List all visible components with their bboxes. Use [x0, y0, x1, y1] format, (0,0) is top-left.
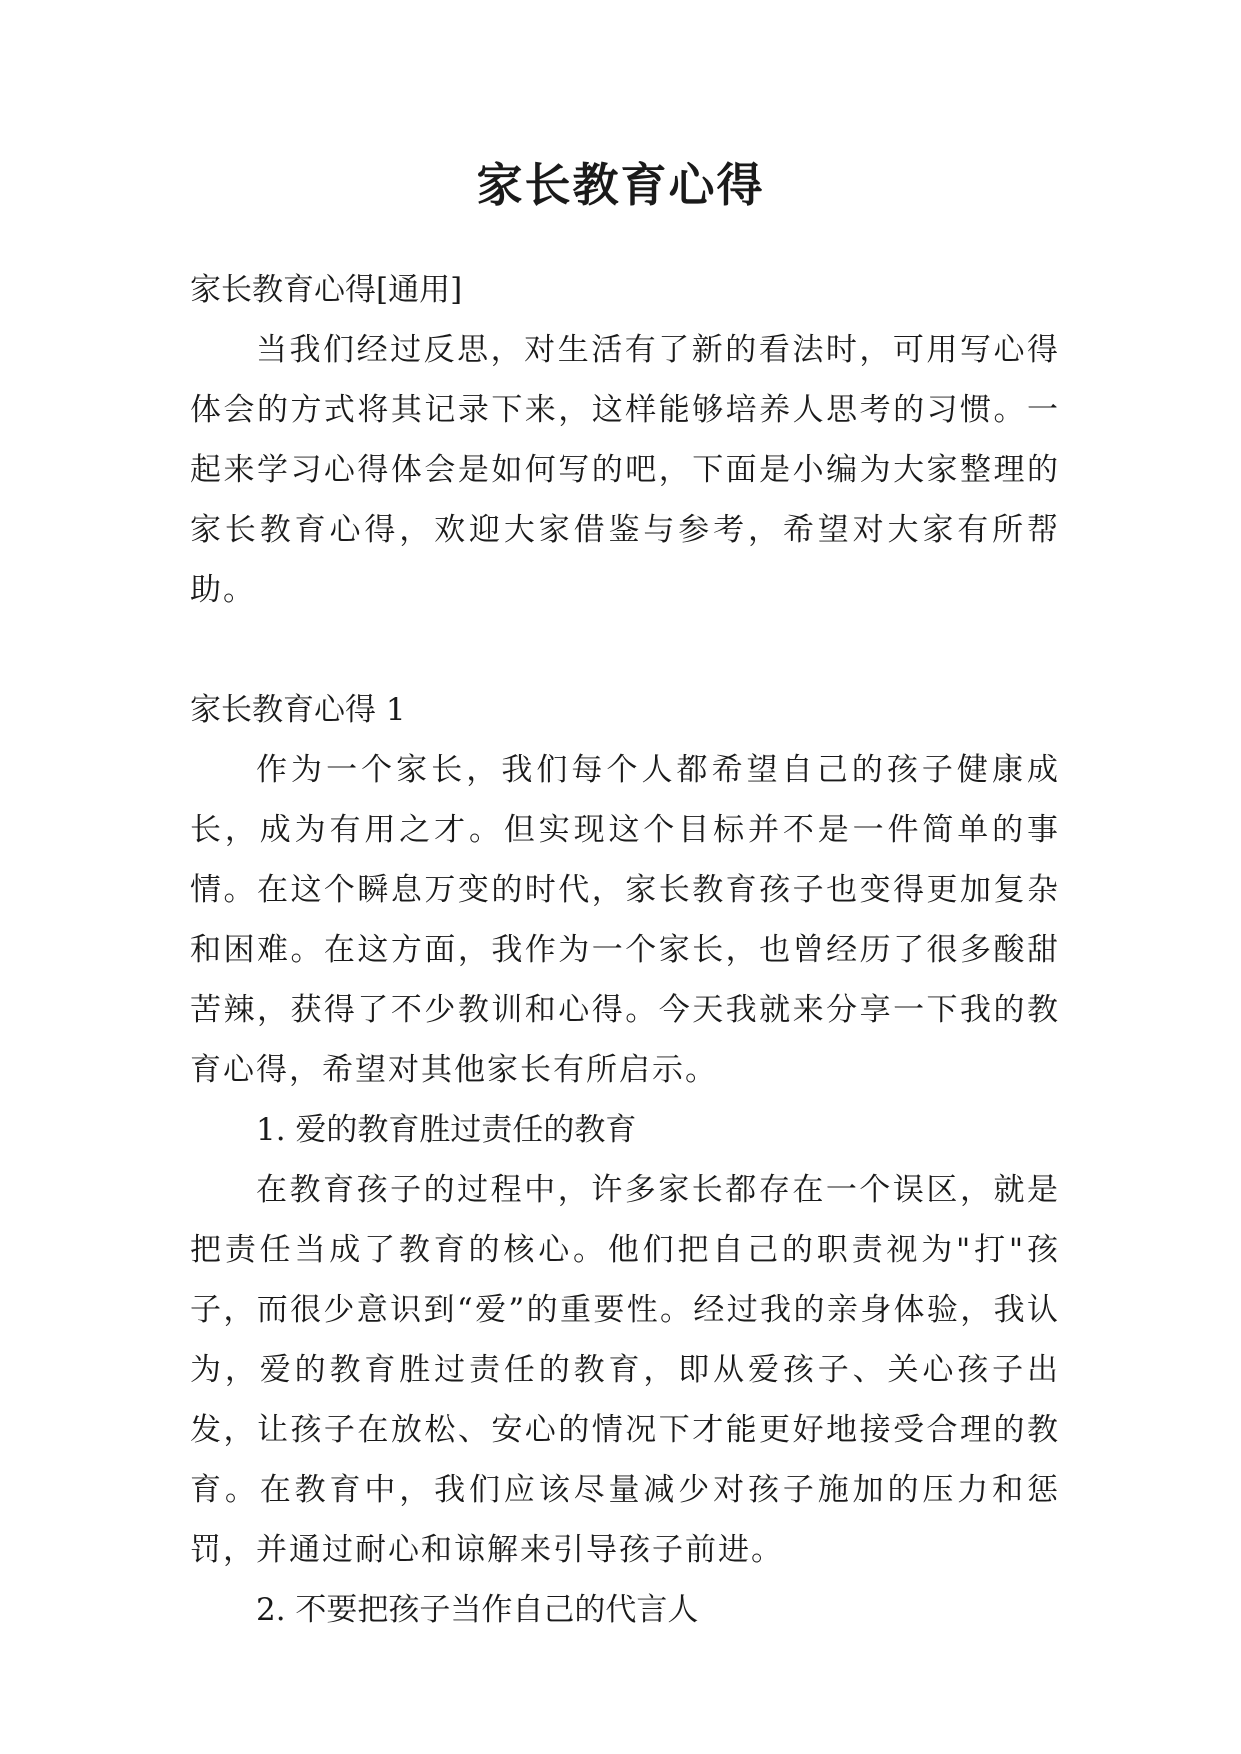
point-1-body: 在教育孩子的过程中，许多家长都存在一个误区，就是把责任当成了教育的核心。他们把自己的职责视为"打"孩子，而很少意识到“爱”的重要性。经过我的亲身体验，我认为，爱的教育胜过责任的教育，即从爱孩子、关心孩子出发，让孩子在放松、安心的情况下才能更好地接受合理的教育。在教育中，我们应该尽量减少对孩子施加的压力和惩罚，并通过耐心和谅解来引导孩子前进。 — [190, 1172, 1060, 1568]
document-title: 家长教育心得 — [476, 158, 765, 212]
spacer — [190, 620, 1060, 680]
intro-paragraph: 当我们经过反思，对生活有了新的看法时，可用写心得体会的方式将其记录下来，这样能够培养人思考的习惯。一起来学习心得体会是如何写的吧，下面是小编为大家整理的家长教育心得，欢迎大家借鉴与参考，希望对大家有所帮助。 — [190, 332, 1060, 608]
document-subtitle: 家长教育心得[通用] — [190, 272, 463, 308]
document-body — [190, 260, 1060, 1640]
point-2-title: 2. 不要把孩子当作自己的代言人 — [256, 1592, 699, 1628]
section-heading: 家长教育心得 1 — [190, 692, 406, 728]
point-1-title: 1. 爱的教育胜过责任的教育 — [256, 1112, 637, 1148]
section-paragraph: 作为一个家长，我们每个人都希望自己的孩子健康成长，成为有用之才。但实现这个目标并不是一件简单的事情。在这个瞬息万变的时代，家长教育孩子也变得更加复杂和困难。在这方面，我作为一个家长，也曾经历了很多酸甜苦辣，获得了不少教训和心得。今天我就来分享一下我的教育心得，希望对其他家长有所启示。 — [190, 752, 1060, 1088]
